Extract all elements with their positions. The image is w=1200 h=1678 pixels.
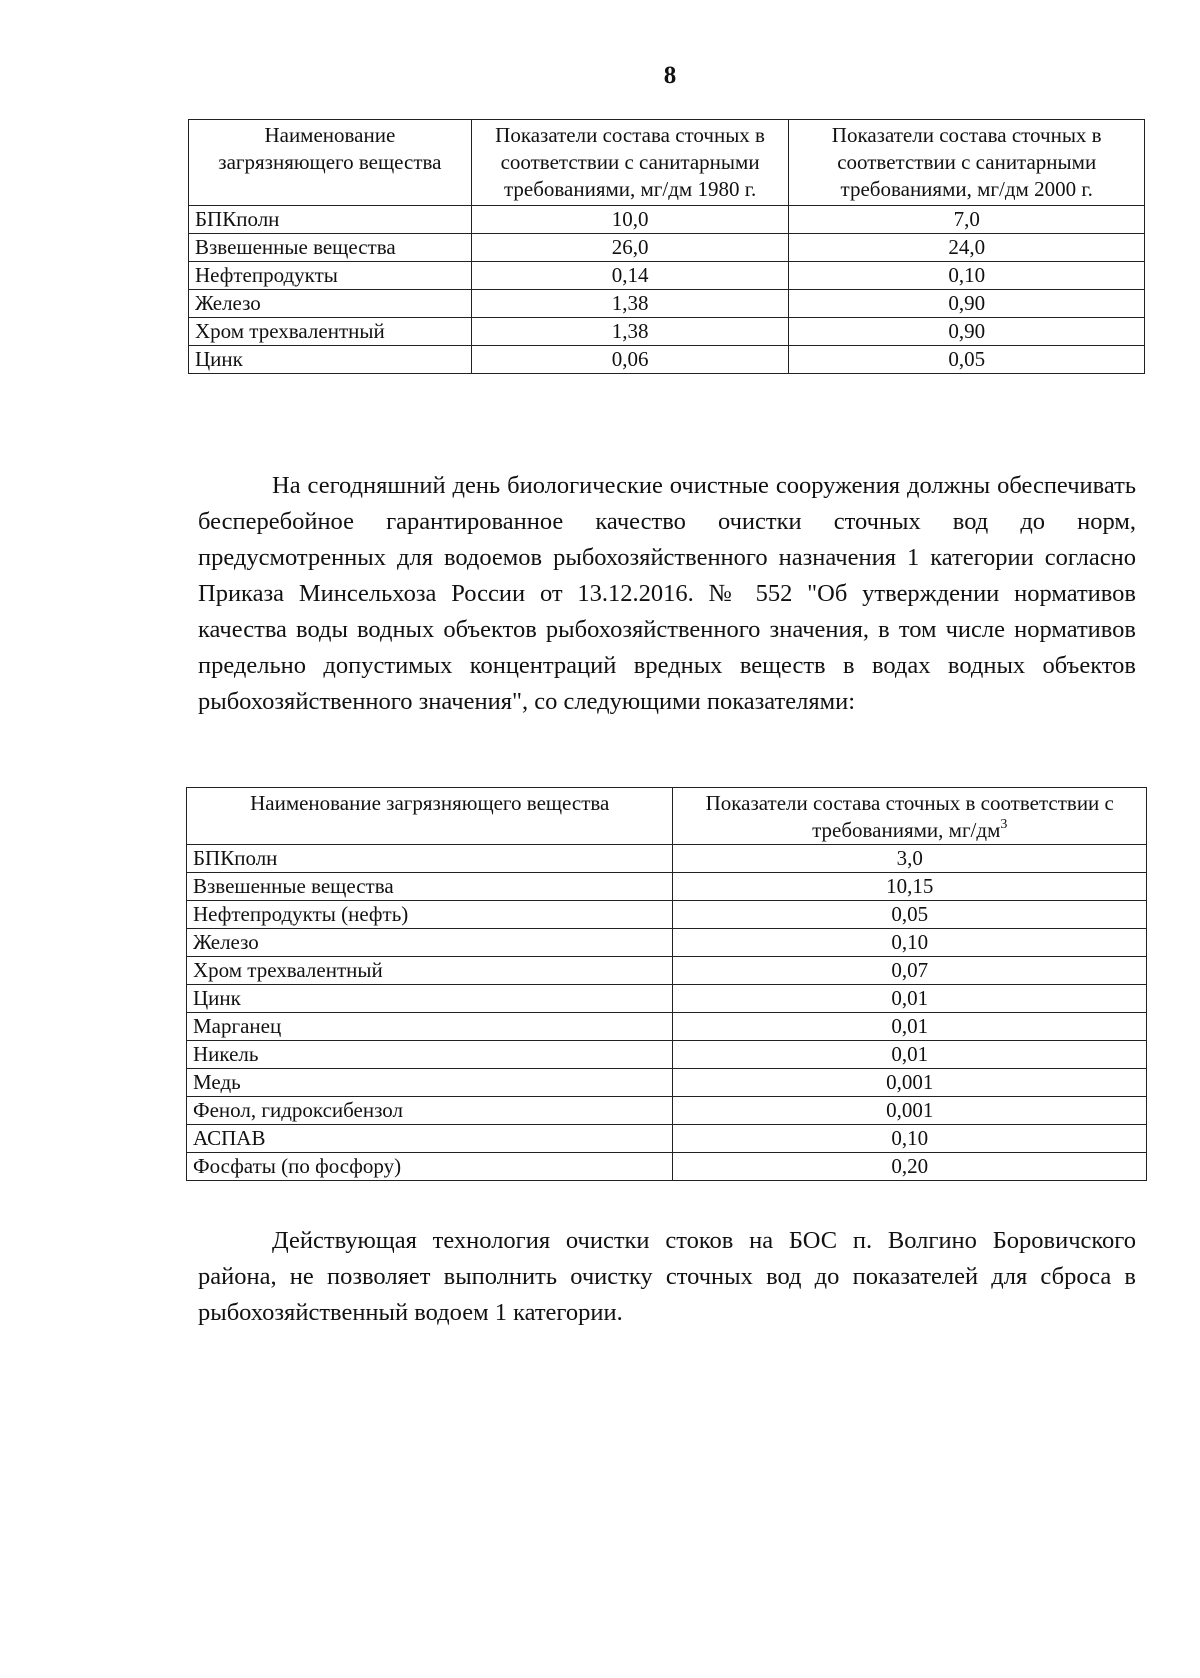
table-row (187, 929, 1147, 957)
table-row (189, 346, 1145, 374)
value-cell: 0,001 (673, 1069, 1147, 1097)
value-1980-cell: 0,06 (471, 346, 789, 374)
table-row (187, 1041, 1147, 1069)
substance-name-cell: Фосфаты (по фосфору) (187, 1153, 673, 1181)
column-header-substance: Наименование загрязняющего вещества (189, 120, 472, 206)
substance-name-cell: Медь (187, 1069, 673, 1097)
substance-name-cell: Железо (189, 290, 472, 318)
value-cell: 0,07 (673, 957, 1147, 985)
substance-name-cell: Нефтепродукты (189, 262, 472, 290)
paragraph-conclusion: Действующая технология очистки стоков на БОС п. Волгино Боровичского района, не позволяет выполнить очистку сточных вод до показателей для сброса в рыбохозяйственный водоем 1 категории. (198, 1227, 1136, 1326)
table-row (189, 234, 1145, 262)
table-row (187, 1153, 1147, 1181)
substance-name-cell: Хром трехвалентный (189, 318, 472, 346)
table-row (187, 1069, 1147, 1097)
value-1980-cell: 10,0 (471, 206, 789, 234)
value-1980-cell: 0,14 (471, 262, 789, 290)
table-row (189, 262, 1145, 290)
value-cell: 0,05 (673, 901, 1147, 929)
substance-name-cell: Цинк (187, 985, 673, 1013)
substance-name-cell: Железо (187, 929, 673, 957)
substance-name-cell: Взвешенные вещества (187, 873, 673, 901)
column-header-2000: Показатели состава сточных в соответствии с санитарными требованиями, мг/дм 2000 г. (789, 120, 1145, 206)
substance-name-cell: Фенол, гидроксибензол (187, 1097, 673, 1125)
substance-name-cell: Цинк (189, 346, 472, 374)
superscript-3: 3 (1000, 817, 1008, 832)
column-header-substance: Наименование загрязняющего вещества (187, 788, 673, 845)
value-2000-cell: 0,10 (789, 262, 1145, 290)
table-row (187, 1013, 1147, 1041)
table-row (187, 901, 1147, 929)
page-number: 8 (663, 62, 677, 89)
paragraph-norms: На сегодняшний день биологические очистные сооружения должны обеспечивать бесперебойное гарантированное качество очистки сточных вод до норм, предусмотренных для водоемов рыбохозяйственного назначения 1 категории согласно Приказа Минсельхоза России от 13.12.2016. № 552 "Об утверждении нормативов качества воды водных объектов рыбохозяйственного значения, в том числе нормативов предельно допустимых концентраций вредных веществ в водах водных объектов рыбохозяйственного значения", со следующими показателями: (198, 472, 1136, 715)
substance-name-cell: Взвешенные вещества (189, 234, 472, 262)
pollutant-table-fishery (186, 787, 1147, 1181)
value-cell: 0,10 (673, 1125, 1147, 1153)
substance-name-cell: Нефтепродукты (нефть) (187, 901, 673, 929)
pollutant-table-sanitary (188, 119, 1145, 374)
value-cell: 10,15 (673, 873, 1147, 901)
column-header-requirement (673, 788, 1147, 845)
table-row (187, 873, 1147, 901)
value-cell: 0,01 (673, 985, 1147, 1013)
substance-name-cell: Марганец (187, 1013, 673, 1041)
value-2000-cell: 7,0 (789, 206, 1145, 234)
value-2000-cell: 0,90 (789, 290, 1145, 318)
substance-name-cell: АСПАВ (187, 1125, 673, 1153)
table-row (187, 845, 1147, 873)
value-2000-cell: 0,90 (789, 318, 1145, 346)
substance-name-cell: БПКполн (189, 206, 472, 234)
table-header-row (187, 788, 1147, 845)
value-1980-cell: 26,0 (471, 234, 789, 262)
substance-name-cell: Хром трехвалентный (187, 957, 673, 985)
value-cell: 0,20 (673, 1153, 1147, 1181)
column-header-requirement-text: Показатели состава сточных в соответствии с требованиями, мг/дм (705, 791, 1114, 842)
value-cell: 3,0 (673, 845, 1147, 873)
value-cell: 0,01 (673, 1013, 1147, 1041)
value-2000-cell: 0,05 (789, 346, 1145, 374)
value-cell: 0,01 (673, 1041, 1147, 1069)
value-cell: 0,10 (673, 929, 1147, 957)
value-1980-cell: 1,38 (471, 290, 789, 318)
table-row (189, 206, 1145, 234)
value-2000-cell: 24,0 (789, 234, 1145, 262)
substance-name-cell: Никель (187, 1041, 673, 1069)
substance-name-cell: БПКполн (187, 845, 673, 873)
column-header-1980: Показатели состава сточных в соответствии с санитарными требованиями, мг/дм 1980 г. (471, 120, 789, 206)
table-row (187, 957, 1147, 985)
table-row (189, 290, 1145, 318)
table-header-row (189, 120, 1145, 206)
value-1980-cell: 1,38 (471, 318, 789, 346)
value-cell: 0,001 (673, 1097, 1147, 1125)
table-row (187, 1125, 1147, 1153)
table-row (189, 318, 1145, 346)
table-row (187, 1097, 1147, 1125)
table-row (187, 985, 1147, 1013)
